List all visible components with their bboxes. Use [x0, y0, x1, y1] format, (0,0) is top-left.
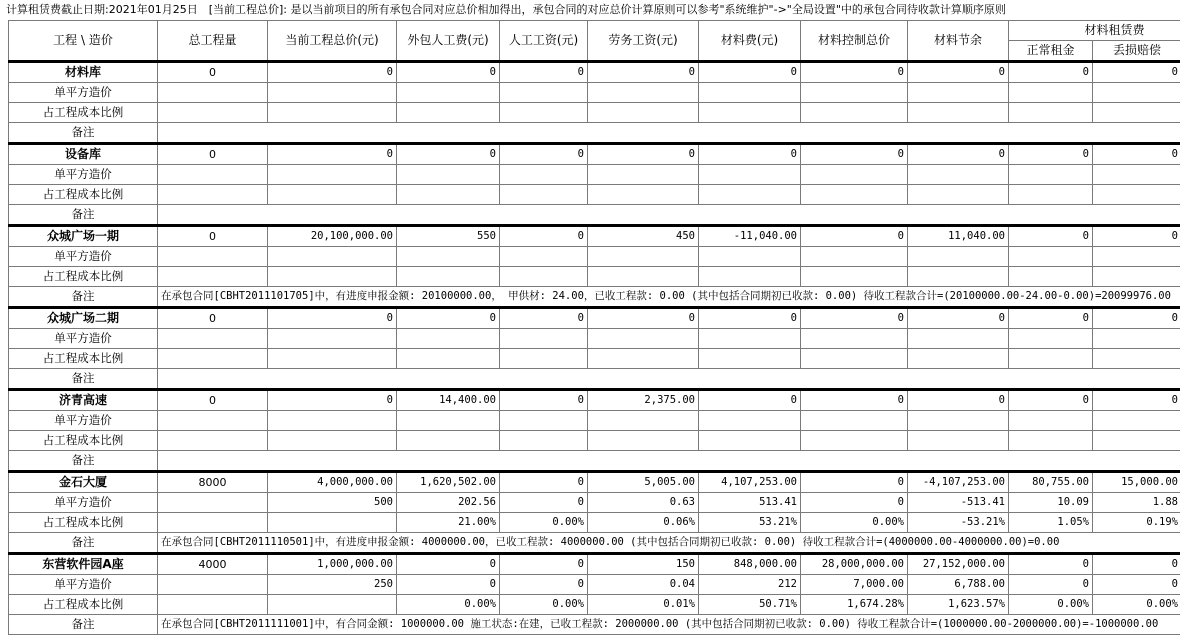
- cell-main[interactable]: 0: [1009, 308, 1093, 329]
- cell-main[interactable]: 4,000,000.00: [268, 472, 397, 493]
- cell-per-sqm[interactable]: 500: [268, 493, 397, 513]
- cell-main[interactable]: 0: [588, 62, 699, 83]
- cell-ratio[interactable]: [588, 185, 699, 205]
- header-material-control[interactable]: 材料控制总价: [801, 21, 908, 62]
- cell-per-sqm[interactable]: [801, 83, 908, 103]
- cell-per-sqm[interactable]: [1093, 83, 1180, 103]
- cell-main[interactable]: 0: [268, 62, 397, 83]
- cell-main[interactable]: 4000: [158, 554, 268, 575]
- cell-per-sqm[interactable]: 7,000.00: [801, 575, 908, 595]
- grid-body: [9, 62, 1180, 635]
- cell-main[interactable]: 0: [500, 62, 588, 83]
- cell-per-sqm[interactable]: [397, 411, 500, 431]
- header-project[interactable]: 工程 \ 造价: [9, 21, 158, 62]
- cell-per-sqm[interactable]: [268, 83, 397, 103]
- cell-ratio[interactable]: 53.21%: [699, 513, 801, 533]
- cell-per-sqm[interactable]: [1009, 83, 1093, 103]
- cell-ratio[interactable]: [268, 267, 397, 287]
- cell-main[interactable]: 20,100,000.00: [268, 226, 397, 247]
- cell-main[interactable]: 0: [699, 144, 801, 165]
- cost-ratio-label: 占工程成本比例: [9, 431, 158, 451]
- cell-per-sqm[interactable]: [1093, 165, 1180, 185]
- cell-ratio[interactable]: [1009, 185, 1093, 205]
- cell-ratio[interactable]: [1009, 349, 1093, 369]
- header-rental-group[interactable]: 材料租赁费: [1009, 21, 1180, 41]
- cell-ratio[interactable]: [1093, 185, 1180, 205]
- cell-main[interactable]: 4,107,253.00: [699, 472, 801, 493]
- header-loss-comp[interactable]: 丢损赔偿: [1093, 41, 1180, 62]
- cell-per-sqm[interactable]: 10.09: [1009, 493, 1093, 513]
- cell-per-sqm[interactable]: [158, 247, 268, 267]
- per-sqm-label: 单平方造价: [9, 575, 158, 595]
- cell-ratio[interactable]: [908, 185, 1009, 205]
- cell-ratio[interactable]: [699, 349, 801, 369]
- cell-main[interactable]: 0: [1093, 390, 1180, 411]
- cell-per-sqm[interactable]: 0.63: [588, 493, 699, 513]
- cell-ratio[interactable]: 0.00%: [500, 513, 588, 533]
- remark-label: 备注: [9, 369, 158, 390]
- cell-ratio[interactable]: 0.00%: [500, 595, 588, 615]
- cell-ratio[interactable]: [158, 595, 268, 615]
- cell-per-sqm[interactable]: 0: [1009, 575, 1093, 595]
- cell-ratio[interactable]: [1093, 103, 1180, 123]
- cell-main[interactable]: 0: [158, 390, 268, 411]
- cell-per-sqm[interactable]: [500, 247, 588, 267]
- cell-main[interactable]: 0: [158, 226, 268, 247]
- header-current-total[interactable]: 当前工程总价(元): [268, 21, 397, 62]
- cell-per-sqm[interactable]: 212: [699, 575, 801, 595]
- cell-per-sqm[interactable]: 0: [801, 493, 908, 513]
- cell-ratio[interactable]: 1,674.28%: [801, 595, 908, 615]
- project-name[interactable]: 东营软件园A座: [9, 554, 158, 575]
- cell-per-sqm[interactable]: [397, 165, 500, 185]
- cell-per-sqm[interactable]: [397, 247, 500, 267]
- cell-main[interactable]: 848,000.00: [699, 554, 801, 575]
- cell-main[interactable]: 27,152,000.00: [908, 554, 1009, 575]
- project-row[interactable]: [9, 308, 1180, 329]
- cell-main[interactable]: 0: [1093, 226, 1180, 247]
- cell-main[interactable]: 0: [1009, 390, 1093, 411]
- cell-per-sqm[interactable]: [588, 411, 699, 431]
- cost-report-grid[interactable]: [8, 20, 1180, 642]
- project-name[interactable]: 众城广场一期: [9, 226, 158, 247]
- cell-ratio[interactable]: [699, 103, 801, 123]
- cell-per-sqm[interactable]: [801, 329, 908, 349]
- cell-ratio[interactable]: [699, 431, 801, 451]
- cell-main[interactable]: 0: [908, 144, 1009, 165]
- cell-per-sqm[interactable]: [801, 165, 908, 185]
- remark-label: 备注: [9, 205, 158, 226]
- header-material-fee[interactable]: 材料费(元): [699, 21, 801, 62]
- cell-main[interactable]: 0: [500, 226, 588, 247]
- cell-per-sqm[interactable]: 202.56: [397, 493, 500, 513]
- cell-ratio[interactable]: [699, 267, 801, 287]
- cell-main[interactable]: 0: [801, 62, 908, 83]
- cell-ratio[interactable]: [1093, 431, 1180, 451]
- cost-ratio-row[interactable]: [9, 185, 1180, 205]
- cell-main[interactable]: 8000: [158, 472, 268, 493]
- cell-ratio[interactable]: [801, 267, 908, 287]
- cell-main[interactable]: 0: [397, 308, 500, 329]
- remark-label: 备注: [9, 615, 158, 635]
- project-name[interactable]: 济青高速: [9, 390, 158, 411]
- cell-main[interactable]: 0: [500, 144, 588, 165]
- cell-ratio[interactable]: [500, 103, 588, 123]
- cell-per-sqm[interactable]: [268, 165, 397, 185]
- remark-row[interactable]: [9, 287, 1180, 308]
- cell-main[interactable]: 0: [908, 390, 1009, 411]
- cell-main[interactable]: 0: [158, 144, 268, 165]
- per-sqm-label: 单平方造价: [9, 247, 158, 267]
- per-sqm-label: 单平方造价: [9, 165, 158, 185]
- cell-per-sqm[interactable]: [397, 83, 500, 103]
- cell-per-sqm[interactable]: [801, 247, 908, 267]
- cell-per-sqm[interactable]: [500, 411, 588, 431]
- cell-ratio[interactable]: [1093, 267, 1180, 287]
- cell-main[interactable]: -11,040.00: [699, 226, 801, 247]
- cost-ratio-row[interactable]: [9, 513, 1180, 533]
- cell-per-sqm[interactable]: [699, 165, 801, 185]
- cell-ratio[interactable]: [397, 431, 500, 451]
- cell-main[interactable]: 450: [588, 226, 699, 247]
- cell-per-sqm[interactable]: [1009, 329, 1093, 349]
- cell-main[interactable]: 0: [699, 390, 801, 411]
- cell-per-sqm[interactable]: 6,788.00: [908, 575, 1009, 595]
- cell-per-sqm[interactable]: [588, 247, 699, 267]
- cell-per-sqm[interactable]: [699, 411, 801, 431]
- cell-main[interactable]: 0: [268, 144, 397, 165]
- cell-ratio[interactable]: 0.00%: [397, 595, 500, 615]
- cell-ratio[interactable]: [801, 431, 908, 451]
- per-sqm-label: 单平方造价: [9, 329, 158, 349]
- cost-ratio-row[interactable]: [9, 595, 1180, 615]
- project-row[interactable]: [9, 390, 1180, 411]
- cell-main[interactable]: 0: [1093, 62, 1180, 83]
- cell-main[interactable]: 0: [801, 308, 908, 329]
- cell-per-sqm[interactable]: 0: [1093, 575, 1180, 595]
- cell-per-sqm[interactable]: [158, 411, 268, 431]
- cell-per-sqm[interactable]: -513.41: [908, 493, 1009, 513]
- remark-row[interactable]: [9, 205, 1180, 226]
- project-row[interactable]: [9, 472, 1180, 493]
- cell-main[interactable]: 0: [397, 62, 500, 83]
- cell-per-sqm[interactable]: [500, 329, 588, 349]
- cell-per-sqm[interactable]: [158, 83, 268, 103]
- remark-row[interactable]: [9, 369, 1180, 390]
- cost-ratio-label: 占工程成本比例: [9, 513, 158, 533]
- cost-ratio-label: 占工程成本比例: [9, 267, 158, 287]
- cell-per-sqm[interactable]: [1009, 411, 1093, 431]
- cell-ratio[interactable]: [397, 349, 500, 369]
- cell-ratio[interactable]: [1009, 267, 1093, 287]
- cell-per-sqm[interactable]: [908, 247, 1009, 267]
- per-sqm-label: 单平方造价: [9, 493, 158, 513]
- cell-per-sqm[interactable]: 0.04: [588, 575, 699, 595]
- cell-ratio[interactable]: [397, 103, 500, 123]
- remark-row[interactable]: [9, 123, 1180, 144]
- project-name[interactable]: 金石大厦: [9, 472, 158, 493]
- cost-ratio-row[interactable]: [9, 431, 1180, 451]
- cell-main[interactable]: 0: [588, 144, 699, 165]
- cell-per-sqm[interactable]: [268, 247, 397, 267]
- cell-ratio[interactable]: 0.19%: [1093, 513, 1180, 533]
- cell-per-sqm[interactable]: [158, 575, 268, 595]
- cell-main[interactable]: 5,005.00: [588, 472, 699, 493]
- header-material-save[interactable]: 材料节余: [908, 21, 1009, 62]
- cell-main[interactable]: 0: [908, 308, 1009, 329]
- per-sqm-row[interactable]: [9, 247, 1180, 267]
- cell-ratio[interactable]: [397, 185, 500, 205]
- remark-row[interactable]: [9, 533, 1180, 554]
- header-labor[interactable]: 人工工资(元): [500, 21, 588, 62]
- cell-ratio[interactable]: [588, 103, 699, 123]
- cell-ratio[interactable]: [908, 431, 1009, 451]
- cell-main[interactable]: 1,620,502.00: [397, 472, 500, 493]
- cell-per-sqm[interactable]: [588, 83, 699, 103]
- remark-text[interactable]: [158, 123, 1180, 144]
- cell-ratio[interactable]: [801, 349, 908, 369]
- cell-ratio[interactable]: [801, 103, 908, 123]
- cell-per-sqm[interactable]: [158, 493, 268, 513]
- cell-per-sqm[interactable]: [500, 165, 588, 185]
- cell-per-sqm[interactable]: 513.41: [699, 493, 801, 513]
- project-row[interactable]: [9, 62, 1180, 83]
- remark-text[interactable]: 在承包合同[CBHT2011110501]中，有进度申报金额: 4000000.00，已收工程款: 4000000.00 (其中包括合同期初已收款: 0.00) 待收工程款合计=(4000000.00-4000000.00)=0.00: [158, 533, 1180, 554]
- cell-main[interactable]: 0: [500, 390, 588, 411]
- remark-label: 备注: [9, 287, 158, 308]
- cell-main[interactable]: 550: [397, 226, 500, 247]
- remark-row[interactable]: [9, 451, 1180, 472]
- cell-ratio[interactable]: [268, 185, 397, 205]
- cell-main[interactable]: 1,000,000.00: [268, 554, 397, 575]
- cell-ratio[interactable]: 0.00%: [1009, 595, 1093, 615]
- cell-ratio[interactable]: 0.00%: [1093, 595, 1180, 615]
- cell-ratio[interactable]: 0.06%: [588, 513, 699, 533]
- cell-ratio[interactable]: [158, 185, 268, 205]
- cell-ratio[interactable]: 1.05%: [1009, 513, 1093, 533]
- cell-per-sqm[interactable]: [699, 247, 801, 267]
- cell-per-sqm[interactable]: [268, 329, 397, 349]
- cell-ratio[interactable]: [500, 431, 588, 451]
- cell-ratio[interactable]: [268, 513, 397, 533]
- cell-main[interactable]: 0: [801, 226, 908, 247]
- cell-main[interactable]: 0: [801, 472, 908, 493]
- cell-per-sqm[interactable]: 0: [500, 575, 588, 595]
- cell-per-sqm[interactable]: [699, 83, 801, 103]
- cell-main[interactable]: 0: [1093, 554, 1180, 575]
- remark-text[interactable]: 在承包合同[CBHT2011101705]中，有进度申报金额: 20100000.00， 甲供材: 24.00，已收工程款: 0.00 (其中包括合同期初已收款: 0.00) 待收工程款合计=(20100000.00-24.00-0.00)=20099976.00: [158, 287, 1180, 308]
- per-sqm-row[interactable]: [9, 329, 1180, 349]
- header-service-wage[interactable]: 劳务工资(元): [588, 21, 699, 62]
- per-sqm-label: 单平方造价: [9, 83, 158, 103]
- cost-ratio-row[interactable]: [9, 267, 1180, 287]
- cell-main[interactable]: 0: [158, 62, 268, 83]
- cell-main[interactable]: 15,000.00: [1093, 472, 1180, 493]
- cell-ratio[interactable]: [158, 513, 268, 533]
- cell-ratio[interactable]: [268, 431, 397, 451]
- cell-ratio[interactable]: 21.00%: [397, 513, 500, 533]
- cell-main[interactable]: 0: [1093, 308, 1180, 329]
- cell-ratio[interactable]: [1009, 431, 1093, 451]
- remark-row[interactable]: [9, 615, 1180, 635]
- header-normal-rent[interactable]: 正常租金: [1009, 41, 1093, 62]
- cell-ratio[interactable]: [588, 431, 699, 451]
- project-row[interactable]: [9, 226, 1180, 247]
- per-sqm-label: 单平方造价: [9, 411, 158, 431]
- project-name[interactable]: 设备库: [9, 144, 158, 165]
- cell-per-sqm[interactable]: 1.88: [1093, 493, 1180, 513]
- cell-ratio[interactable]: [158, 267, 268, 287]
- cost-ratio-row[interactable]: [9, 103, 1180, 123]
- project-name[interactable]: 材料库: [9, 62, 158, 83]
- cell-per-sqm[interactable]: [908, 411, 1009, 431]
- cell-main[interactable]: 28,000,000.00: [801, 554, 908, 575]
- cell-main[interactable]: 11,040.00: [908, 226, 1009, 247]
- cell-per-sqm[interactable]: [908, 165, 1009, 185]
- per-sqm-row[interactable]: [9, 165, 1180, 185]
- cell-ratio[interactable]: [500, 349, 588, 369]
- cell-main[interactable]: 0: [1009, 226, 1093, 247]
- cell-ratio[interactable]: 50.71%: [699, 595, 801, 615]
- cell-ratio[interactable]: -53.21%: [908, 513, 1009, 533]
- per-sqm-row[interactable]: [9, 411, 1180, 431]
- project-name[interactable]: 众城广场二期: [9, 308, 158, 329]
- cell-main[interactable]: 14,400.00: [397, 390, 500, 411]
- cell-ratio[interactable]: [588, 267, 699, 287]
- cost-ratio-label: 占工程成本比例: [9, 349, 158, 369]
- cell-ratio[interactable]: 0.00%: [801, 513, 908, 533]
- cell-ratio[interactable]: [1093, 349, 1180, 369]
- cell-per-sqm[interactable]: [699, 329, 801, 349]
- cell-main[interactable]: -4,107,253.00: [908, 472, 1009, 493]
- cell-main[interactable]: 0: [397, 144, 500, 165]
- cell-main[interactable]: 0: [268, 308, 397, 329]
- cell-main[interactable]: 0: [268, 390, 397, 411]
- per-sqm-row[interactable]: [9, 493, 1180, 513]
- cell-main[interactable]: 0: [699, 308, 801, 329]
- remark-text[interactable]: [158, 369, 1180, 390]
- per-sqm-row[interactable]: [9, 83, 1180, 103]
- report-header-note: 计算租赁费截止日期:2021年01月25日 [当前工程总价]: 是以当前项目的所有承包合同对应总价相加得出，承包合同的对应总价计算原则可以参考"系统维护"->"全局设置"中的承包合同待收款计算顺序原则: [6, 3, 1006, 16]
- cell-main[interactable]: 2,375.00: [588, 390, 699, 411]
- cell-ratio[interactable]: [158, 349, 268, 369]
- cell-ratio[interactable]: [158, 103, 268, 123]
- cell-per-sqm[interactable]: [268, 411, 397, 431]
- cell-main[interactable]: 0: [1009, 144, 1093, 165]
- remark-text[interactable]: [158, 205, 1180, 226]
- cell-per-sqm[interactable]: 0: [397, 575, 500, 595]
- cost-ratio-label: 占工程成本比例: [9, 103, 158, 123]
- cell-main[interactable]: 80,755.00: [1009, 472, 1093, 493]
- cell-ratio[interactable]: [500, 267, 588, 287]
- header-outsource-labor[interactable]: 外包人工费(元): [397, 21, 500, 62]
- remark-label: 备注: [9, 123, 158, 144]
- cell-per-sqm[interactable]: [1009, 247, 1093, 267]
- cost-ratio-label: 占工程成本比例: [9, 595, 158, 615]
- cell-per-sqm[interactable]: [1009, 165, 1093, 185]
- cell-main[interactable]: 0: [588, 308, 699, 329]
- cell-ratio[interactable]: [1009, 103, 1093, 123]
- cell-per-sqm[interactable]: 250: [268, 575, 397, 595]
- cost-ratio-row[interactable]: [9, 349, 1180, 369]
- cell-ratio[interactable]: 1,623.57%: [908, 595, 1009, 615]
- per-sqm-row[interactable]: [9, 575, 1180, 595]
- cell-ratio[interactable]: [908, 267, 1009, 287]
- cell-ratio[interactable]: [397, 267, 500, 287]
- cell-ratio[interactable]: [801, 185, 908, 205]
- cell-per-sqm[interactable]: 0: [500, 493, 588, 513]
- cell-ratio[interactable]: 0.01%: [588, 595, 699, 615]
- cell-main[interactable]: 0: [500, 308, 588, 329]
- cell-main[interactable]: 0: [500, 554, 588, 575]
- cell-per-sqm[interactable]: [588, 329, 699, 349]
- cell-ratio[interactable]: [158, 431, 268, 451]
- cell-ratio[interactable]: [908, 103, 1009, 123]
- cell-per-sqm[interactable]: [1093, 247, 1180, 267]
- cell-per-sqm[interactable]: [158, 329, 268, 349]
- cell-main[interactable]: 0: [699, 62, 801, 83]
- cell-ratio[interactable]: [699, 185, 801, 205]
- cell-per-sqm[interactable]: [1093, 411, 1180, 431]
- cost-ratio-label: 占工程成本比例: [9, 185, 158, 205]
- cell-per-sqm[interactable]: [158, 165, 268, 185]
- cell-per-sqm[interactable]: [801, 411, 908, 431]
- cell-per-sqm[interactable]: [908, 329, 1009, 349]
- cell-main[interactable]: 0: [500, 472, 588, 493]
- cost-report-table: [8, 20, 1180, 635]
- cell-ratio[interactable]: [588, 349, 699, 369]
- remark-text[interactable]: 在承包合同[CBHT2011111001]中，有合同金额: 1000000.00 施工状态:在建，已收工程款: 2000000.00 (其中包括合同期初已收款: 0.00) 待收工程款合计=(1000000.00-2000000.00)=-1000000.00: [158, 615, 1180, 635]
- cell-per-sqm[interactable]: [908, 83, 1009, 103]
- cell-main[interactable]: 0: [1009, 62, 1093, 83]
- project-row[interactable]: [9, 144, 1180, 165]
- cell-ratio[interactable]: [268, 349, 397, 369]
- remark-text[interactable]: [158, 451, 1180, 472]
- project-row[interactable]: [9, 554, 1180, 575]
- header-total-qty[interactable]: 总工程量: [158, 21, 268, 62]
- cell-main[interactable]: 0: [1009, 554, 1093, 575]
- cell-per-sqm[interactable]: [500, 83, 588, 103]
- cell-ratio[interactable]: [268, 595, 397, 615]
- cell-main[interactable]: 0: [158, 308, 268, 329]
- cell-main[interactable]: 0: [801, 390, 908, 411]
- cell-per-sqm[interactable]: [397, 329, 500, 349]
- cell-ratio[interactable]: [500, 185, 588, 205]
- cell-main[interactable]: 0: [908, 62, 1009, 83]
- remark-label: 备注: [9, 533, 158, 554]
- cell-ratio[interactable]: [268, 103, 397, 123]
- cell-per-sqm[interactable]: [588, 165, 699, 185]
- cell-main[interactable]: 150: [588, 554, 699, 575]
- cell-main[interactable]: 0: [397, 554, 500, 575]
- remark-label: 备注: [9, 451, 158, 472]
- cell-per-sqm[interactable]: [1093, 329, 1180, 349]
- cell-main[interactable]: 0: [801, 144, 908, 165]
- cell-main[interactable]: 0: [1093, 144, 1180, 165]
- cell-ratio[interactable]: [908, 349, 1009, 369]
